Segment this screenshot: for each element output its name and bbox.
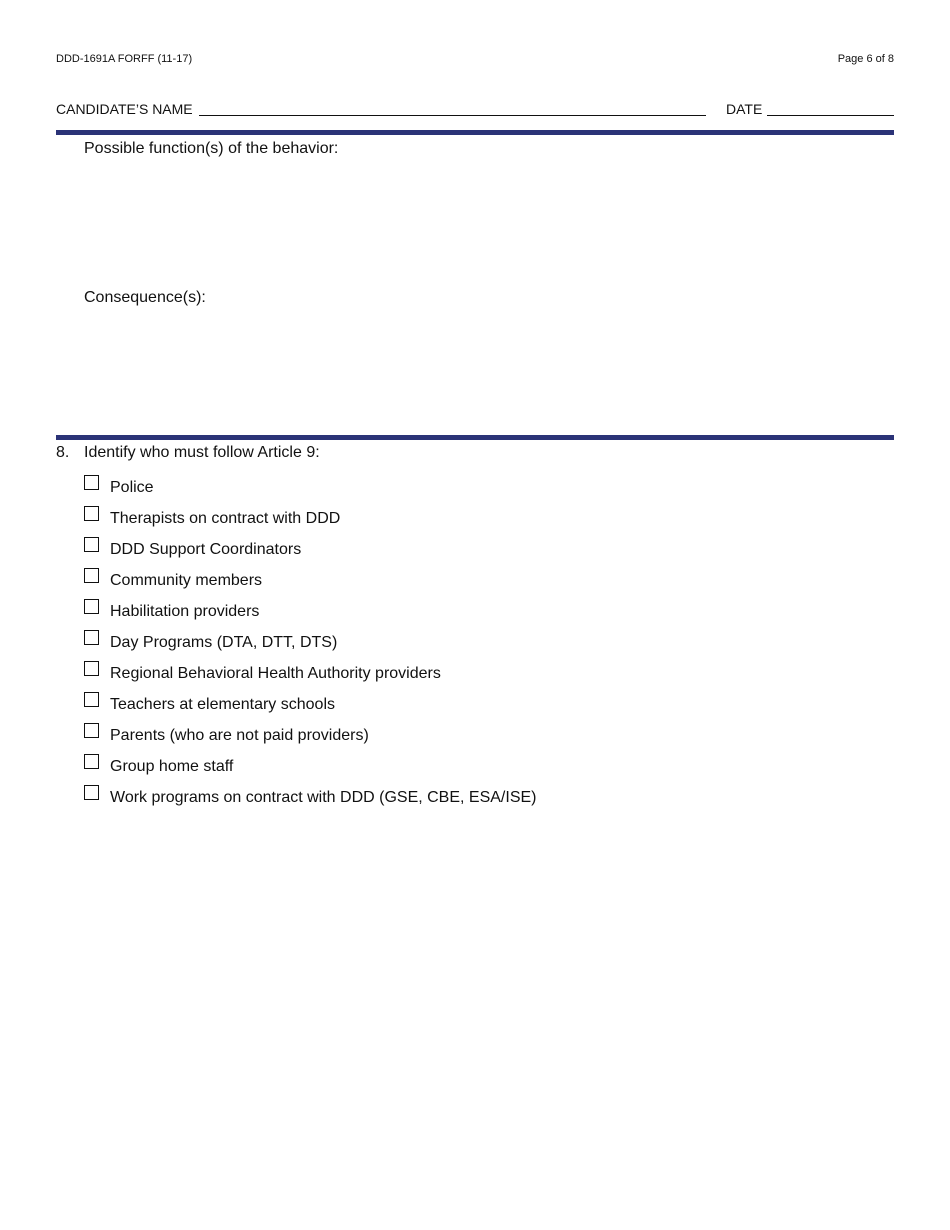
option-label: Parents (who are not paid providers) [110, 727, 369, 744]
checkbox[interactable] [84, 630, 99, 645]
checkbox[interactable] [84, 754, 99, 769]
candidate-name-field[interactable] [199, 115, 706, 116]
checkbox[interactable] [84, 599, 99, 614]
checkbox[interactable] [84, 692, 99, 707]
checkbox[interactable] [84, 785, 99, 800]
option-label: Police [110, 479, 154, 496]
date-label: DATE [726, 101, 763, 117]
date-field[interactable] [767, 115, 894, 116]
candidate-header-row [56, 101, 894, 118]
checkbox[interactable] [84, 568, 99, 583]
checkbox[interactable] [84, 475, 99, 490]
consequence-answer-area[interactable] [84, 311, 894, 429]
form-code: DDD-1691A FORFF (11-17) [56, 53, 193, 65]
checkbox[interactable] [84, 661, 99, 676]
candidate-name-label: CANDIDATE’S NAME [56, 101, 193, 117]
option-label: Group home staff [110, 758, 234, 775]
function-label: Possible function(s) of the behavior: [84, 140, 339, 157]
option-label: Work programs on contract with DDD (GSE, CBE, ESA/ISE) [110, 789, 537, 806]
checkbox[interactable] [84, 506, 99, 521]
option-label: DDD Support Coordinators [110, 541, 302, 558]
option-label: Habilitation providers [110, 603, 260, 620]
question-number: 8. [56, 444, 70, 461]
page-number: Page 6 of 8 [837, 53, 894, 65]
section-divider-top [56, 130, 894, 135]
option-label: Community members [110, 572, 263, 589]
option-label: Day Programs (DTA, DTT, DTS) [110, 634, 338, 651]
checkbox[interactable] [84, 723, 99, 738]
question-text: Identify who must follow Article 9: [84, 444, 320, 461]
option-label: Regional Behavioral Health Authority providers [110, 665, 441, 682]
function-answer-area[interactable] [84, 162, 894, 282]
option-label: Teachers at elementary schools [110, 696, 335, 713]
section-divider-middle [56, 435, 894, 440]
option-label: Therapists on contract with DDD [110, 510, 341, 527]
checkbox[interactable] [84, 537, 99, 552]
consequence-label: Consequence(s): [84, 289, 206, 306]
